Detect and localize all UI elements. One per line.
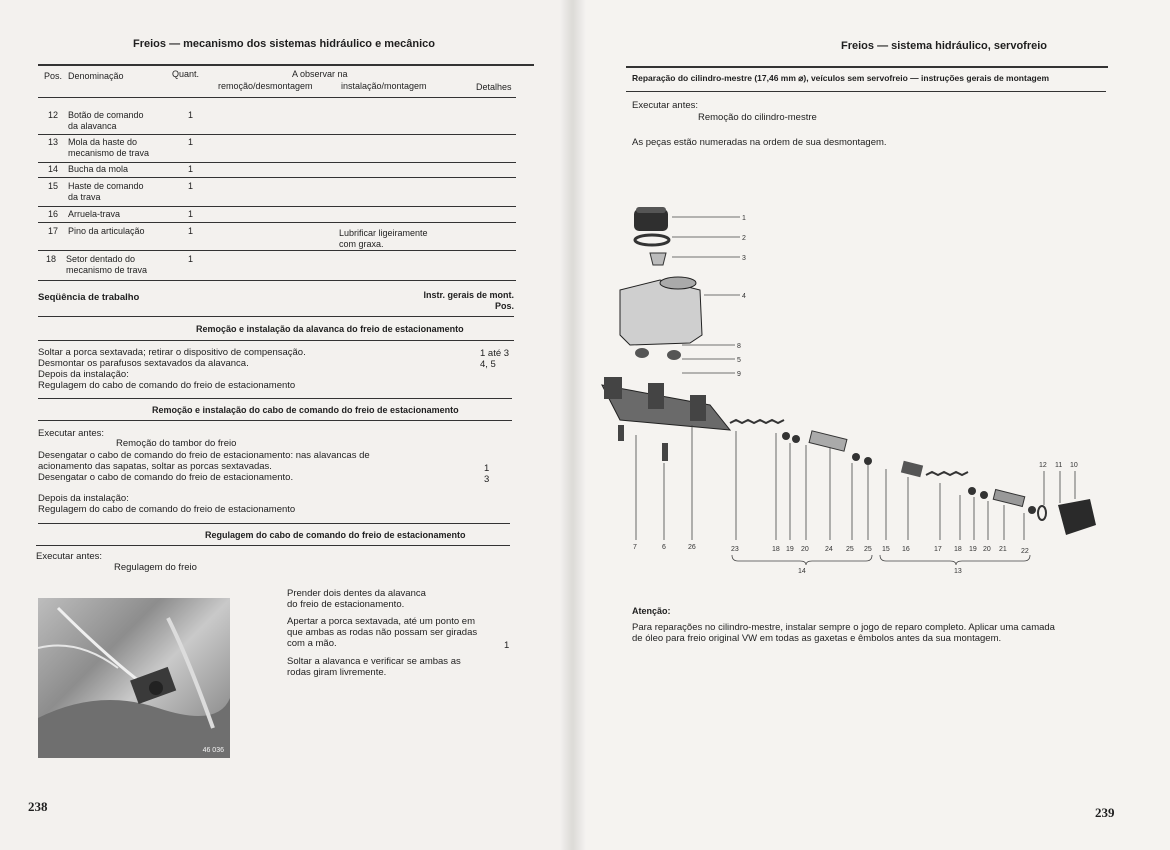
divider bbox=[626, 91, 1106, 92]
indent-text: Regulagem do freio bbox=[114, 562, 197, 573]
instruction-line: com a mão. bbox=[287, 638, 337, 649]
table-row-name: mecanismo de trava bbox=[68, 148, 150, 158]
callout-label: 23 bbox=[731, 546, 739, 553]
callout-label: 18 bbox=[954, 546, 962, 553]
seal-icon bbox=[864, 457, 872, 465]
callout-label: 16 bbox=[902, 546, 910, 553]
handbrake-photo bbox=[38, 598, 230, 758]
table-row-note: Lubrificar ligeiramente bbox=[339, 228, 428, 238]
instruction-line: Prender dois dentes da alavanca bbox=[287, 588, 426, 599]
divider bbox=[38, 250, 516, 251]
table-row-name: da alavanca bbox=[68, 121, 117, 131]
table-row-qty: 1 bbox=[188, 209, 194, 219]
instruction-line: Apertar a porca sextavada, até um ponto em bbox=[287, 616, 475, 627]
spring-icon bbox=[926, 472, 968, 475]
book-gutter bbox=[560, 0, 586, 850]
table-row-qty: 1 bbox=[188, 226, 194, 236]
grommet-icon bbox=[667, 350, 681, 360]
instruction-pos: 1 até 3 bbox=[480, 348, 510, 359]
section-title: Regulagem do cabo de comando do freio de estacionamento bbox=[205, 530, 466, 540]
divider bbox=[38, 280, 516, 281]
table-row-name: Botão de comando bbox=[68, 110, 144, 120]
table-row-name: Arruela-trava bbox=[68, 209, 121, 219]
left-page-title: Freios — mecanismo dos sistemas hidráulico e mecânico bbox=[133, 38, 436, 50]
group-bracket bbox=[880, 555, 1030, 565]
instruction-line: acionamento das sapatas, soltar as porcas sextavadas. bbox=[38, 461, 272, 472]
photo-label: 46 036 bbox=[202, 747, 224, 754]
instruction-line: Depois da instalação: bbox=[38, 493, 129, 504]
instr-heading: Instr. gerais de mont. bbox=[423, 290, 514, 300]
right-page-title: Freios — sistema hidráulico, servofreio bbox=[841, 40, 1048, 52]
instruction-line: Desmontar os parafusos sextavados da alavanca. bbox=[38, 358, 249, 369]
right-page-subtitle: Reparação do cilindro-mestre (17,46 mm ⌀), veículos sem servofreio — instruções gerais de montagem bbox=[632, 73, 1050, 83]
divider bbox=[38, 134, 516, 135]
sequencia-heading: Seqüência de trabalho bbox=[38, 292, 140, 303]
left-page bbox=[0, 0, 572, 850]
table-row-name: Bucha da mola bbox=[68, 164, 129, 174]
reservoir-cap-icon bbox=[634, 207, 668, 231]
ring-icon bbox=[1038, 506, 1046, 520]
grommet-icon bbox=[635, 348, 649, 358]
pos-heading: Pos. bbox=[494, 301, 514, 311]
divider bbox=[38, 64, 534, 66]
callout-label: 25 bbox=[846, 546, 854, 553]
instruction-line: que ambas as rodas não possam ser giradas bbox=[287, 627, 478, 638]
divider bbox=[626, 66, 1108, 68]
divider bbox=[38, 206, 516, 207]
callout-label: 11 bbox=[1055, 462, 1063, 469]
group-label: 13 bbox=[954, 568, 962, 575]
instruction-line: Desengatar o cabo de comando do freio de estacionamento. bbox=[38, 472, 294, 483]
instruction-pos: 1 bbox=[504, 640, 510, 651]
callout-label: 19 bbox=[969, 546, 977, 553]
divider bbox=[36, 545, 510, 546]
divider bbox=[38, 222, 516, 223]
table-row-note: com graxa. bbox=[339, 239, 384, 249]
table-row-pos: 12 bbox=[48, 110, 59, 120]
divider bbox=[38, 162, 516, 163]
callout-label: 21 bbox=[999, 546, 1007, 553]
instruction-line: Soltar a porca sextavada; retirar o dispositivo de compensação. bbox=[38, 347, 306, 358]
strainer-icon bbox=[650, 253, 666, 265]
bolt-icon bbox=[618, 425, 624, 441]
executar-label: Executar antes: bbox=[36, 551, 103, 562]
seal-icon bbox=[792, 435, 800, 443]
callout-label: 6 bbox=[662, 544, 666, 551]
section-title: Remoção e instalação da alavanca do freio de estacionamento bbox=[196, 324, 464, 334]
order-note: As peças estão numeradas na ordem de sua desmontagem. bbox=[632, 137, 887, 148]
cylinder-body-icon bbox=[602, 377, 730, 430]
atencao-text: Para reparações no cilindro-mestre, instalar sempre o jogo de reparo completo. Aplicar uma camada bbox=[632, 622, 1055, 633]
bolt-icon bbox=[662, 443, 668, 461]
table-row-pos: 15 bbox=[48, 181, 59, 191]
group-label: 14 bbox=[798, 568, 806, 575]
callout-label: 3 bbox=[742, 255, 746, 262]
group-bracket bbox=[732, 555, 872, 565]
instruction-line: do freio de estacionamento. bbox=[287, 599, 405, 610]
callout-label: 18 bbox=[772, 546, 780, 553]
table-row-pos: 17 bbox=[48, 226, 59, 236]
col-header-instalacao: instalação/montagem bbox=[341, 81, 427, 91]
col-header-remocao: remoção/desmontagem bbox=[218, 81, 313, 91]
seal-icon bbox=[1028, 506, 1036, 514]
table-row-name: Haste de comando bbox=[68, 181, 144, 191]
callout-label: 22 bbox=[1021, 548, 1029, 555]
instruction-line: Depois da instalação: bbox=[38, 369, 129, 380]
callout-label: 8 bbox=[737, 343, 741, 350]
table-row-pos: 14 bbox=[48, 164, 59, 174]
table-row-pos: 16 bbox=[48, 209, 59, 219]
page-number: 238 bbox=[28, 799, 48, 814]
divider bbox=[38, 340, 514, 341]
table-row-name: Setor dentado do bbox=[66, 254, 136, 264]
divider bbox=[38, 97, 516, 98]
table-row-name: mecanismo de trava bbox=[66, 265, 148, 275]
table-row-qty: 1 bbox=[188, 254, 194, 264]
stop-sleeve-icon bbox=[901, 461, 923, 477]
instruction-pos: 1 bbox=[484, 463, 490, 474]
leader-lines bbox=[636, 217, 1075, 540]
callout-label: 20 bbox=[983, 546, 991, 553]
col-header-detalhes: Detalhes bbox=[476, 82, 512, 92]
seal-icon bbox=[980, 491, 988, 499]
table-row-qty: 1 bbox=[188, 110, 194, 120]
table-row-qty: 1 bbox=[188, 137, 194, 147]
col-header-denominacao: Denominação bbox=[68, 71, 124, 81]
callout-label: 9 bbox=[737, 371, 741, 378]
atencao-text: de óleo para freio original VW em todas as gaxetas e êmbolos antes da sua montagem. bbox=[632, 633, 1002, 644]
executar-label: Executar antes: bbox=[632, 100, 699, 111]
page-number: 239 bbox=[1095, 805, 1115, 820]
boot-icon bbox=[1058, 499, 1096, 535]
callout-label: 10 bbox=[1070, 462, 1078, 469]
callout-label: 17 bbox=[934, 546, 942, 553]
instruction-line: Regulagem do cabo de comando do freio de estacionamento bbox=[38, 504, 296, 515]
atencao-heading: Atenção: bbox=[632, 606, 671, 616]
instruction-line: rodas giram livremente. bbox=[287, 667, 387, 678]
callout-label: 25 bbox=[864, 546, 872, 553]
executar-label: Executar antes: bbox=[38, 428, 105, 439]
callout-label: 5 bbox=[737, 357, 741, 364]
col-header-pos: Pos. bbox=[44, 71, 63, 81]
callout-label: 7 bbox=[633, 544, 637, 551]
section-title: Remoção e instalação do cabo de comando do freio de estacionamento bbox=[152, 405, 459, 415]
callout-label: 19 bbox=[786, 546, 794, 553]
spring-icon bbox=[730, 420, 784, 423]
instruction-pos: 4, 5 bbox=[480, 359, 496, 370]
instruction-line: Desengatar o cabo de comando do freio de estacionamento: nas alavancas de bbox=[38, 450, 370, 461]
photo-illustration bbox=[38, 598, 230, 758]
table-row-name: da trava bbox=[68, 192, 101, 202]
table-row-pos: 13 bbox=[48, 137, 59, 147]
instruction-line: Regulagem do cabo de comando do freio de estacionamento bbox=[38, 380, 296, 391]
seal-icon bbox=[968, 487, 976, 495]
seal-icon bbox=[782, 432, 790, 440]
callout-label: 26 bbox=[688, 544, 696, 551]
piston-icon bbox=[993, 490, 1025, 507]
indent-text: Remoção do tambor do freio bbox=[116, 438, 237, 449]
table-row-pos: 18 bbox=[46, 254, 57, 264]
divider bbox=[38, 177, 516, 178]
indent-text: Remoção do cilindro-mestre bbox=[698, 112, 817, 123]
instruction-line: Soltar a alavanca e verificar se ambas as bbox=[287, 656, 461, 667]
callout-label: 24 bbox=[825, 546, 833, 553]
divider bbox=[38, 420, 512, 421]
callout-label: 2 bbox=[742, 235, 746, 242]
divider bbox=[38, 523, 510, 524]
table-row-qty: 1 bbox=[188, 164, 194, 174]
table-row-name: Mola da haste do bbox=[68, 137, 138, 147]
callout-label: 15 bbox=[882, 546, 890, 553]
seal-ring-icon bbox=[635, 235, 669, 245]
seal-icon bbox=[852, 453, 860, 461]
callout-label: 1 bbox=[742, 215, 746, 222]
divider bbox=[38, 316, 514, 317]
reservoir-icon bbox=[620, 277, 702, 345]
table-row-qty: 1 bbox=[188, 181, 194, 191]
callout-label: 20 bbox=[801, 546, 809, 553]
col-header-quant: Quant. bbox=[172, 69, 200, 79]
table-row-name: Pino da articulação bbox=[68, 226, 145, 236]
callout-label: 4 bbox=[742, 293, 746, 300]
master-cylinder-exploded-diagram bbox=[590, 195, 1110, 585]
callout-label: 12 bbox=[1039, 462, 1047, 469]
piston-icon bbox=[809, 431, 847, 451]
instruction-pos: 3 bbox=[484, 474, 490, 485]
col-header-observar: A observar na bbox=[292, 69, 348, 79]
divider bbox=[38, 398, 512, 399]
